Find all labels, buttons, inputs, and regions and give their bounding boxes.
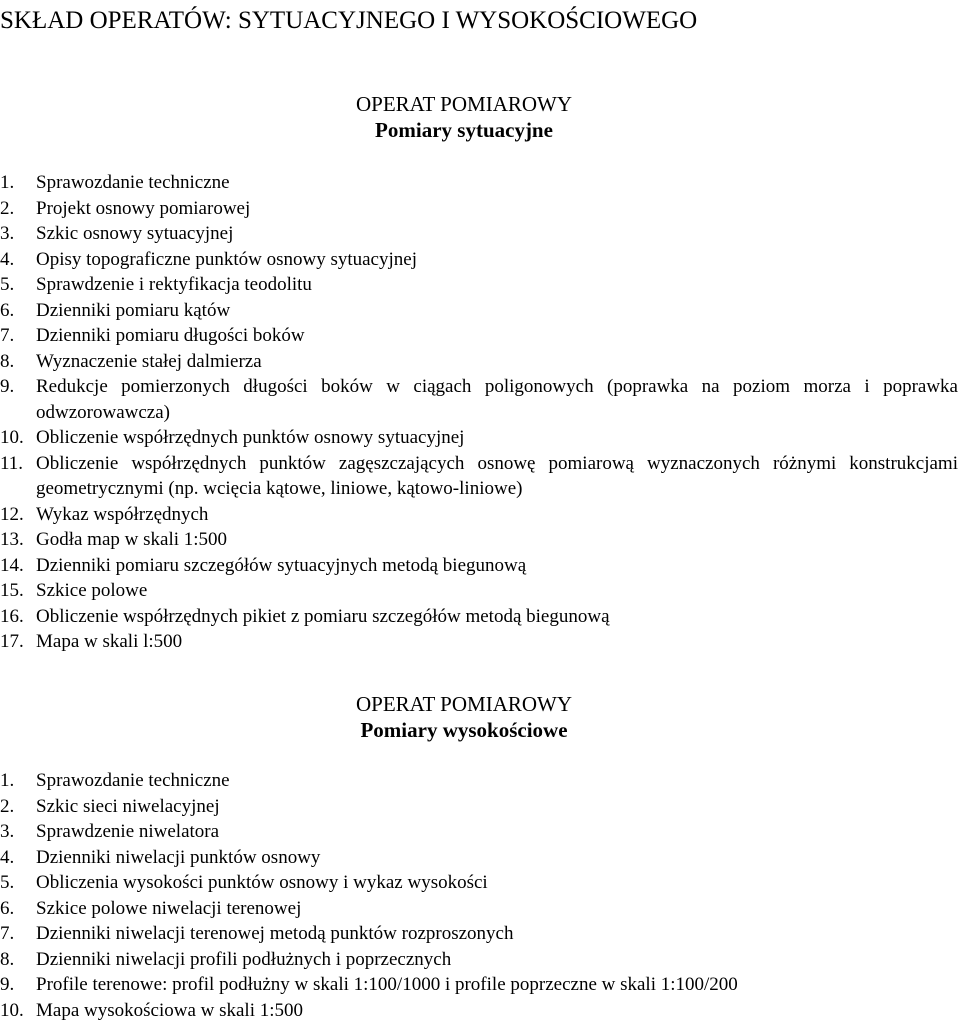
- item-text: Wykaz współrzędnych: [36, 503, 209, 525]
- item-number: 13.: [0, 529, 24, 550]
- section-subheading-text: Pomiary wysokościowe: [360, 718, 568, 742]
- list-item: [0, 794, 958, 820]
- item-number: 17.: [0, 631, 24, 652]
- item-text: Dzienniki pomiaru szczegółów sytuacyjnych metodą biegunową: [36, 554, 527, 576]
- item-text: Mapa w skali l:500: [36, 631, 183, 652]
- list-item: [0, 451, 958, 502]
- item-number: 8.: [0, 948, 15, 970]
- item-number: 10.: [0, 427, 24, 448]
- item-number: 9.: [0, 974, 15, 995]
- situational-items-list: [0, 170, 958, 655]
- item-text: Dzienniki pomiaru kątów: [36, 299, 231, 321]
- list-item: [0, 170, 958, 196]
- list-item: [0, 272, 958, 298]
- list-item: [0, 604, 958, 630]
- item-text: Sprawozdanie techniczne: [36, 172, 230, 193]
- item-number: 2.: [0, 795, 15, 817]
- item-text: Dzienniki pomiaru długości boków: [36, 325, 305, 346]
- item-text: Opisy topograficzne punktów osnowy sytuacyjnej: [36, 248, 417, 270]
- item-number: 6.: [0, 299, 15, 321]
- item-number: 10.: [0, 999, 24, 1021]
- item-text: Dzienniki niwelacji terenowej metodą punktów rozproszonych: [36, 923, 514, 944]
- item-number: 2.: [0, 197, 15, 219]
- item-text: Redukcje pomierzonych długości boków w ciągach poligonowych (poprawka na poziom morza i poprawka odwzorowawcza): [36, 376, 958, 423]
- list-item: [0, 374, 958, 425]
- section-heading-situational: [0, 91, 928, 143]
- list-item: [0, 527, 958, 553]
- item-text: Dzienniki niwelacji profili podłużnych i poprzecznych: [36, 948, 452, 970]
- item-number: 5.: [0, 872, 15, 893]
- list-item: [0, 947, 958, 973]
- item-number: 15.: [0, 580, 24, 601]
- item-text: Godła map w skali 1:500: [36, 529, 228, 550]
- item-text: Obliczenie współrzędnych punktów osnowy sytuacyjnej: [36, 427, 465, 448]
- section-heading-height: [0, 691, 928, 743]
- item-number: 9.: [0, 376, 15, 397]
- list-item: [0, 896, 958, 922]
- section-subheading-text: Pomiary sytuacyjne: [375, 118, 553, 142]
- item-number: 7.: [0, 923, 15, 944]
- list-item: [0, 870, 958, 896]
- item-number: 11.: [0, 452, 24, 474]
- item-number: 5.: [0, 274, 15, 295]
- item-text: Sprawdzenie niwelatora: [36, 821, 220, 842]
- item-text: Profile terenowe: profil podłużny w skali 1:100/1000 i profile poprzeczne w skali 1:100/200: [36, 974, 738, 995]
- item-number: 1.: [0, 172, 15, 193]
- item-number: 12.: [0, 503, 24, 525]
- height-items-list: [0, 768, 958, 1023]
- item-text: Wyznaczenie stałej dalmierza: [36, 350, 262, 372]
- list-item: [0, 425, 958, 451]
- section-heading-text: OPERAT POMIAROWY: [355, 692, 573, 716]
- list-item: [0, 323, 958, 349]
- item-number: 6.: [0, 897, 15, 919]
- item-text: Sprawozdanie techniczne: [36, 770, 230, 791]
- item-text: Mapa wysokościowa w skali 1:500: [36, 999, 304, 1021]
- item-text: Obliczenia wysokości punktów osnowy i wykaz wysokości: [36, 872, 488, 893]
- list-item: [0, 553, 958, 579]
- item-text: Szkic sieci niwelacyjnej: [36, 795, 220, 817]
- item-text: Szkice polowe niwelacji terenowej: [36, 897, 302, 919]
- item-text: Obliczenie współrzędnych punktów zagęszczających osnowę pomiarową wyznaczonych różnymi konstrukcjami geometrycznymi (np. wcięcia kątowe, liniowe, kątowo-liniowe): [36, 452, 958, 499]
- list-item: [0, 578, 958, 604]
- item-number: 14.: [0, 554, 24, 576]
- list-item: [0, 768, 958, 794]
- list-item: [0, 221, 958, 247]
- item-text: Sprawdzenie i rektyfikacja teodolitu: [36, 274, 312, 295]
- section-heading-text: OPERAT POMIAROWY: [355, 92, 573, 116]
- item-number: 7.: [0, 325, 15, 346]
- item-number: 1.: [0, 770, 15, 791]
- item-text: Szkic osnowy sytuacyjnej: [36, 223, 234, 244]
- item-text: Projekt osnowy pomiarowej: [36, 197, 251, 219]
- item-number: 4.: [0, 248, 15, 270]
- document-title: SKŁAD OPERATÓW: SYTUACYJNEGO I WYSOKOŚCIOWEGO: [0, 7, 698, 34]
- list-item: [0, 998, 958, 1024]
- item-number: 16.: [0, 605, 24, 627]
- item-text: Obliczenie współrzędnych pikiet z pomiaru szczegółów metodą biegunową: [36, 605, 610, 627]
- item-number: 4.: [0, 846, 15, 868]
- list-item: [0, 629, 958, 655]
- list-item: [0, 247, 958, 273]
- item-text: Szkice polowe: [36, 580, 148, 601]
- item-number: 3.: [0, 223, 15, 244]
- item-number: 3.: [0, 821, 15, 842]
- list-item: [0, 502, 958, 528]
- list-item: [0, 972, 958, 998]
- item-text: Dzienniki niwelacji punktów osnowy: [36, 846, 321, 868]
- list-item: [0, 921, 958, 947]
- list-item: [0, 819, 958, 845]
- list-item: [0, 196, 958, 222]
- list-item: [0, 845, 958, 871]
- item-number: 8.: [0, 350, 15, 372]
- list-item: [0, 349, 958, 375]
- list-item: [0, 298, 958, 324]
